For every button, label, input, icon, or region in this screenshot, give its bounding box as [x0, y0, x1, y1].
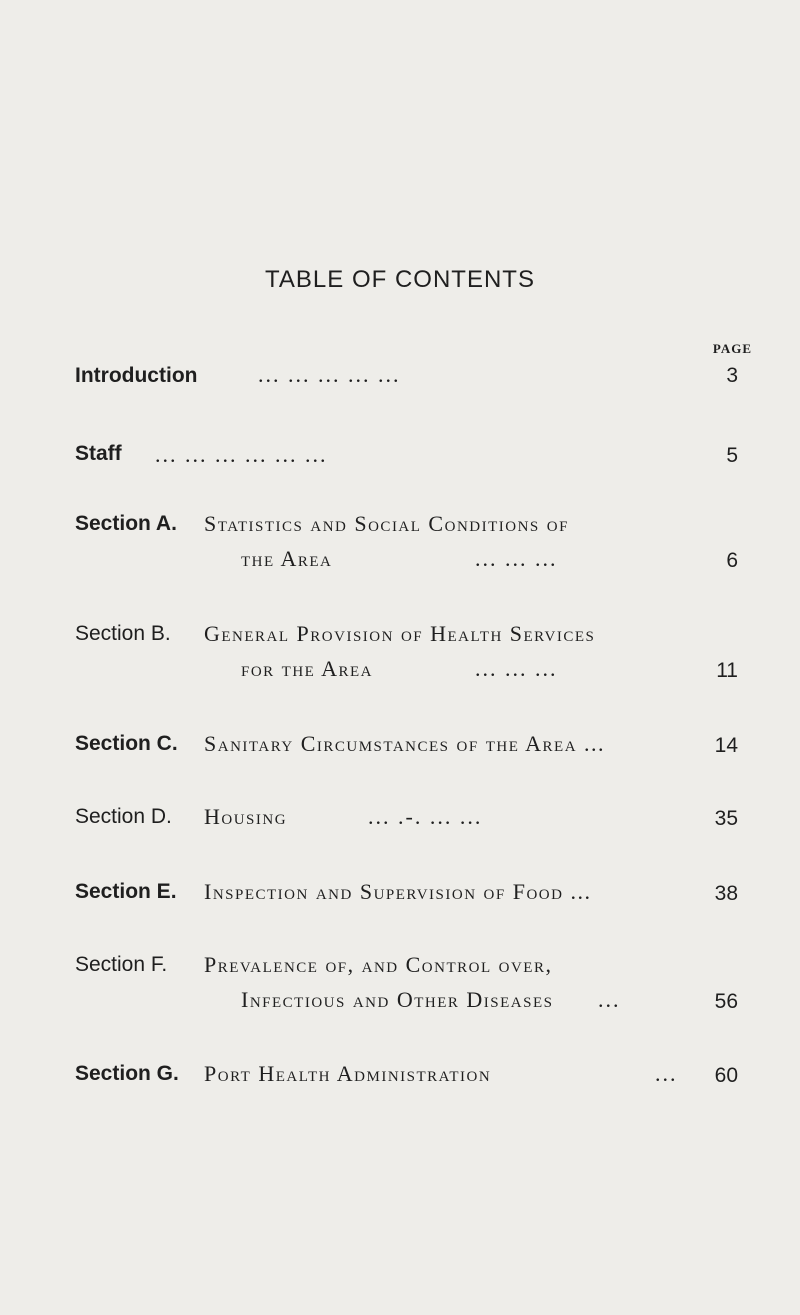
entry-leader: ... .-. ... ... [368, 804, 483, 829]
entry-title-line: Port Health Administration [204, 1061, 492, 1086]
entry-title-line: for the Area [241, 656, 374, 681]
entry-title-line: Prevalence of, and Control over, [204, 952, 553, 977]
entry-page-number: 60 [714, 1064, 738, 1087]
entry-page-number: 5 [726, 444, 738, 467]
entry-label: Section B. [75, 622, 171, 645]
page-column-header: PAGE [712, 341, 752, 356]
entry-page-number: 14 [714, 734, 738, 757]
entry-label: Staff [75, 442, 122, 465]
entry-page-number: 56 [714, 990, 738, 1013]
entry-leader: ... [598, 987, 621, 1012]
page-title: TABLE OF CONTENTS [265, 266, 535, 293]
entry-title-line: Inspection and Supervision of Food ... [204, 879, 592, 904]
entry-page-number: 35 [714, 807, 738, 830]
entry-title-line: Infectious and Other Diseases [241, 987, 554, 1012]
entry-label: Section G. [75, 1062, 179, 1085]
entry-title-line: the Area [241, 546, 333, 571]
entry-label: Section C. [75, 732, 178, 755]
entry-page-number: 38 [714, 882, 738, 905]
entry-label: Section A. [75, 512, 177, 535]
entry-title-line: General Provision of Health Services [204, 621, 596, 646]
entry-label: Section F. [75, 953, 168, 976]
entry-page-number: 6 [726, 549, 738, 572]
entry-leader: ... ... ... ... ... ... [155, 442, 328, 467]
entry-title-line: Statistics and Social Conditions of [204, 511, 569, 536]
entry-leader: ... ... ... ... ... [258, 362, 401, 387]
entry-leader: ... [655, 1061, 678, 1086]
entry-leader: ... ... ... [475, 546, 558, 571]
entry-label: Introduction [75, 364, 198, 387]
entry-label: Section E. [75, 880, 177, 903]
entry-leader: ... ... ... [475, 656, 558, 681]
entry-page-number: 3 [726, 364, 738, 387]
entry-page-number: 11 [716, 659, 738, 682]
entry-label: Section D. [75, 805, 172, 828]
entry-title-line: Housing [204, 804, 288, 829]
entry-title-line: Sanitary Circumstances of the Area ... [204, 731, 606, 756]
